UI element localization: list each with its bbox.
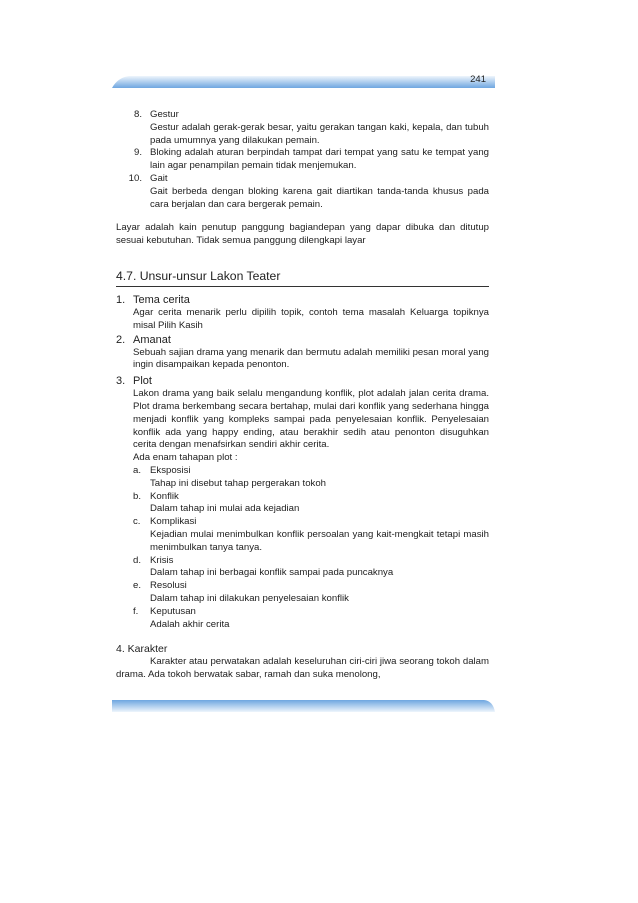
plot-stage: [116, 516, 489, 529]
list-item: [116, 374, 489, 631]
item-number: 3.: [116, 375, 126, 388]
header-decorative-band: [112, 74, 495, 88]
plot-stage: [116, 606, 489, 619]
page-number: 241: [470, 74, 486, 85]
stage-description: Dalam tahap ini berbagai konflik sampai pada puncaknya: [150, 567, 394, 579]
stage-title: Keputusan: [150, 605, 196, 617]
list-item: [116, 173, 489, 186]
item-number: 1.: [116, 293, 126, 306]
karakter-paragraph: Karakter atau perwatakan adalah keseluruhan ciri-ciri jiwa seorang tokoh dalam drama. Ada tokoh berwatak sabar, ramah dan suka menolong,: [116, 656, 489, 681]
stage-title: Komplikasi: [150, 516, 197, 528]
stage-letter: f.: [133, 605, 139, 617]
section-heading: 4.7. Unsur-unsur Lakon Teater: [116, 268, 489, 287]
stage-letter: c.: [133, 516, 141, 528]
stage-description: Dalam tahap ini dilakukan penyelesaian konflik: [150, 592, 349, 604]
stage-description: Dalam tahap ini mulai ada kejadian: [150, 503, 300, 515]
stage-description: Adalah akhir cerita: [150, 618, 230, 630]
plot-stage: [116, 465, 489, 478]
plot-stage: [116, 580, 489, 593]
item-description: Agar cerita menarik perlu dipilih topik, contoh tema masalah Keluarga topiknya misal Pilih Kasih: [133, 306, 489, 331]
list-description: Gait berbeda dengan bloking karena gait diartikan tanda-tanda khusus pada cara berjalan dan cara bergerak pemain.: [150, 185, 489, 210]
item-title: Tema cerita: [133, 293, 190, 306]
stage-letter: b.: [133, 490, 142, 502]
stage-title: Konflik: [150, 490, 179, 502]
stage-title: Resolusi: [150, 580, 187, 592]
item-number: 2.: [116, 333, 126, 346]
list-title: Bloking adalah aturan berpindah tampat dari tempat yang satu ke tempat yang lain agar penampilan pemain tidak menjemukan.: [150, 147, 489, 172]
list-number: 9.: [133, 147, 142, 159]
item-title: Amanat: [133, 333, 171, 346]
list-number: 8.: [133, 109, 142, 120]
stage-description: Tahap ini disebut tahap pergerakan tokoh: [150, 477, 327, 489]
list-number: 10.: [128, 172, 142, 184]
plot-stage: [116, 555, 489, 568]
item-description: Sebuah sajian drama yang menarik dan bermutu adalah memiliki pesan moral yang ingin disampaikan kepada penonton.: [133, 346, 489, 371]
list-description: Gestur adalah gerak-gerak besar, yaitu gerakan tangan kaki, kepala, dan tubuh pada umumnya yang dilakukan pemain.: [150, 121, 489, 146]
stage-letter: e.: [133, 580, 142, 592]
karakter-title: 4. Karakter: [116, 643, 168, 656]
list-title: Gestur: [150, 109, 179, 120]
list-item: [116, 333, 489, 373]
list-item: [116, 293, 489, 333]
stage-description: Kejadian mulai menimbulkan konflik persoalan yang kait-mengkait tetapi masih menimbulkan tanya tanya.: [150, 528, 489, 553]
footer-decorative-band: [112, 700, 495, 714]
list-title: Gait: [150, 172, 168, 184]
stage-title: Krisis: [150, 554, 174, 566]
item-description: Lakon drama yang baik selalu mengandung konflik, plot adalah jalan cerita drama. Plot drama berkembang secara bertahap, mulai dari konflik yang sederhana hingga menjadi konflik yang kompleks sampai pada penyelesaian konflik. Penyelesaian konflik ada yang happy ending, atau berakhir sedih atau penonton disuguhkan cerita dengan menafsirkan sendiri akhir cerita.: [133, 388, 489, 451]
stage-title: Eksposisi: [150, 464, 191, 476]
plot-intro: Ada enam tahapan plot :: [133, 452, 238, 464]
item-title: Plot: [133, 375, 152, 388]
layar-paragraph: Layar adalah kain penutup panggung bagiandepan yang dapar dibuka dan ditutup sesuai kebutuhan. Tidak semua panggung dilengkapi layar: [116, 222, 489, 247]
stage-letter: a.: [133, 464, 142, 476]
plot-stage: [116, 491, 489, 504]
stage-letter: d.: [133, 554, 142, 566]
page-content: [116, 109, 489, 682]
list-item: [116, 109, 489, 122]
list-item: [116, 147, 489, 173]
